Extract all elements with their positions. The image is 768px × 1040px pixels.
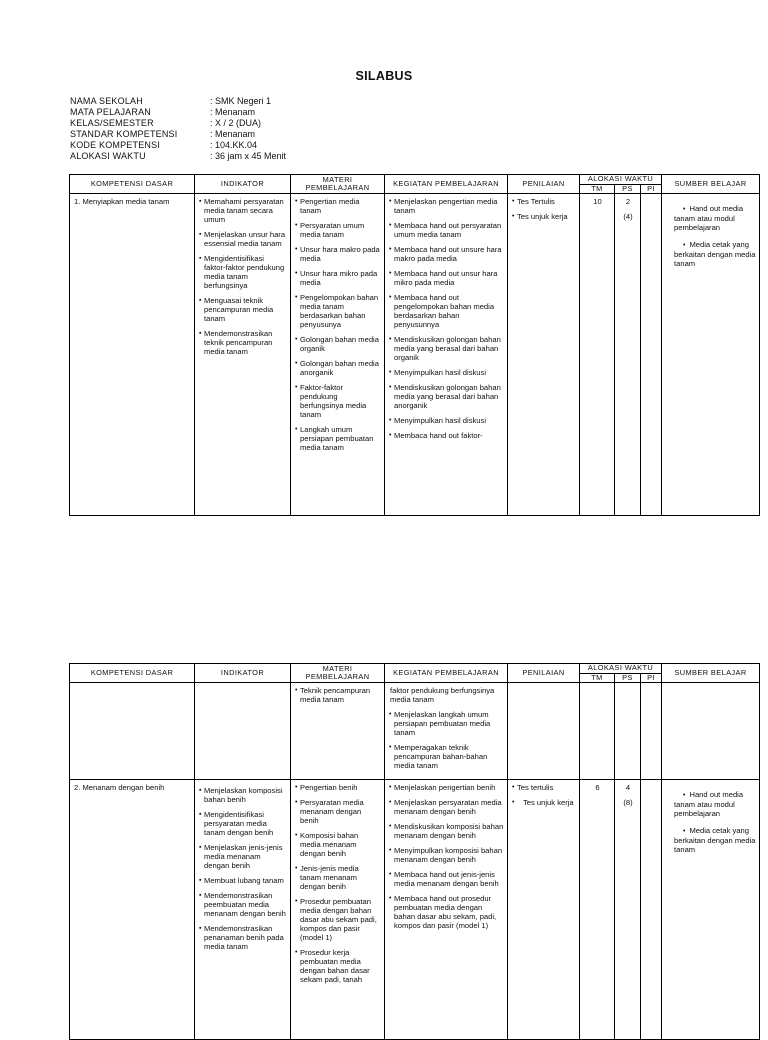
kompetensi-text: 1. Menyiapkan media tanam (74, 197, 170, 206)
cell-materi (291, 780, 385, 1040)
sumber-item: • Media cetak yang berkaitan dengan media tanam (674, 240, 755, 268)
info-row (70, 107, 286, 118)
cell-ps (615, 780, 641, 1040)
list-item: • Membaca hand out pengelompokan bahan media berdasarkan bahan penyusunnya (394, 293, 504, 329)
list-item: • Persyaratan media menanam dengan benih (300, 798, 381, 825)
pi-value (641, 780, 661, 785)
header-pi: PI (641, 184, 662, 194)
penilaian-list (512, 783, 576, 807)
header-kegiatan: KEGIATAN PEMBELAJARAN (385, 664, 508, 683)
header-sumber: SUMBER BELAJAR (662, 664, 760, 683)
materi-list (295, 197, 381, 452)
header-tm: TM (580, 184, 615, 194)
ps-value: 4 (625, 783, 631, 792)
list-item: • Mendiskusikan golongan bahan media yang berasal dari bahan anorganik (394, 383, 504, 410)
ps-value: 2 (625, 197, 631, 206)
sumber-item: • Hand out media tanam atau modul pembelajaran (674, 204, 743, 232)
info-key: MATA PELAJARAN (70, 107, 151, 117)
list-item: • Membaca hand out jenis-jenis media menanam dengan benih (394, 870, 504, 888)
info-value: : SMK Negeri 1 (210, 96, 272, 106)
list-item: • Menyimpulkan komposisi bahan menanam dengan benih (394, 846, 504, 864)
list-item: • Memperagakan teknik pencampuran bahan-bahan media tanam (394, 743, 504, 770)
list-item: • Tes Tertulis (517, 197, 576, 206)
header-alokasi: ALOKASI WAKTU (580, 664, 662, 674)
list-item: • Membaca hand out faktor- (394, 431, 504, 440)
header-indikator: INDIKATOR (195, 175, 291, 194)
sumber-item: • Media cetak yang berkaitan dengan media tanam (674, 826, 755, 854)
header-materi: MATERI PEMBELAJARAN (291, 664, 385, 683)
list-item: • Membaca hand out unsur hara mikro pada media (394, 269, 504, 287)
cell-kompetensi (70, 194, 195, 516)
pi-value (641, 194, 661, 199)
list-item: • Mendiskusikan komposisi bahan menanam dengan benih (394, 822, 504, 840)
header-indikator: INDIKATOR (195, 664, 291, 683)
cell-materi (291, 194, 385, 516)
list-item: ▪ Mendemonstrasikan teknik pencampuran media tanam (204, 329, 287, 356)
header-penilaian: PENILAIAN (508, 175, 580, 194)
cell-indikator (195, 780, 291, 1040)
list-item: ▪ Memahami persyaratan media tanam secara umum (204, 197, 287, 224)
list-item: • Teknik pencampuran media tanam (300, 686, 381, 704)
materi-list (295, 686, 381, 704)
info-key: STANDAR KOMPETENSI (70, 129, 178, 139)
cell-pi (641, 194, 662, 516)
info-value: : 104.KK.04 (210, 140, 258, 150)
syllabus-table-2 (69, 663, 760, 1040)
info-value: : Menanam (210, 107, 256, 117)
cell-tm (580, 780, 615, 1040)
cell-kompetensi (70, 780, 195, 1040)
header-kompetensi: KOMPETENSI DASAR (70, 664, 195, 683)
list-item: ▪ Mendemonstrasikan peembuatan media menanam dengan benih (204, 891, 287, 918)
cell-sumber (662, 780, 760, 1040)
list-item: • Golongan bahan media organik (300, 335, 381, 353)
kegiatan-list (389, 197, 504, 440)
syllabus-table-1 (69, 174, 760, 516)
kegiatan-continued: faktor pendukung berfungsinya media tanam (390, 686, 495, 704)
info-row (70, 151, 286, 162)
list-item: ▪ Membuat lubang tanam (204, 876, 287, 885)
materi-list (295, 783, 381, 984)
list-item: • Mendiskusikan golongan bahan media yang berasal dari bahan organik (394, 335, 504, 362)
cell-pi (641, 780, 662, 1040)
header-kegiatan: KEGIATAN PEMBELAJARAN (385, 175, 508, 194)
info-key: NAMA SEKOLAH (70, 96, 143, 106)
info-key: ALOKASI WAKTU (70, 151, 146, 161)
cell-kegiatan-cont (385, 683, 508, 780)
list-item: • Tes unjuk kerja (517, 798, 576, 807)
info-value: : Menanam (210, 129, 256, 139)
list-item: • Tes unjuk kerja (517, 212, 576, 221)
info-value: : 36 jam x 45 Menit (210, 151, 287, 161)
list-item: • Pengertian media tanam (300, 197, 381, 215)
school-info (70, 96, 286, 162)
list-item: ▪ Menjelaskan jenis-jenis media menanam dengan benih (204, 843, 287, 870)
info-row (70, 96, 286, 107)
list-item: ▪ Mendemonstrasikan penanaman benih pada media tanam (204, 924, 287, 951)
cell-kegiatan (385, 194, 508, 516)
list-item: • Tes tertulis (517, 783, 576, 792)
info-key: KODE KOMPETENSI (70, 140, 161, 150)
header-alokasi: ALOKASI WAKTU (580, 175, 662, 185)
header-kompetensi: KOMPETENSI DASAR (70, 175, 195, 194)
list-item: • Membaca hand out persyaratan umum media tanam (394, 221, 504, 239)
tm-value: 10 (593, 197, 602, 206)
cell-tm (580, 194, 615, 516)
cell-sumber (662, 194, 760, 516)
list-item: • Prosedur pembuatan media dengan bahan dasar abu sekam padi, kompos dan pasir (model 1) (300, 897, 381, 942)
list-item: • Prosedur kerja pembuatan media dengan bahan dasar sekam padi, tanah (300, 948, 381, 984)
page-title: SILABUS (355, 69, 413, 83)
header-pi: PI (641, 673, 662, 683)
list-item: • Golongan bahan media anorganik (300, 359, 381, 377)
info-value: : X / 2 (DUA) (210, 118, 262, 128)
list-item: • Menjelaskan persyaratan media menanam dengan benih (394, 798, 504, 816)
kompetensi-text: 2. Menanam dengan benih (74, 783, 165, 792)
list-item: • Membaca hand out unsure hara makro pada media (394, 245, 504, 263)
list-item: • Menjelaskan pengertian benih (394, 783, 504, 792)
list-item: • Unsur hara mikro pada media (300, 269, 381, 287)
tm-value: 6 (595, 783, 600, 792)
list-item: • Komposisi bahan media menanam dengan benih (300, 831, 381, 858)
list-item: ▪ Menguasai teknik pencampuran media tanam (204, 296, 287, 323)
sumber-item: • Hand out media tanam atau modul pembelajaran (674, 790, 743, 818)
header-ps: PS (615, 673, 641, 683)
list-item: • Jenis-jenis media tanam menanam dengan benih (300, 864, 381, 891)
list-item: • Menyimpulkan hasil diskusi (394, 416, 504, 425)
info-row (70, 118, 286, 129)
cell-ps (615, 194, 641, 516)
list-item: ▪ Menjelaskan unsur hara essensial media tanam (204, 230, 287, 248)
cell-materi-cont (291, 683, 385, 780)
list-item: ▪ Mengidentisifikasi faktor-faktor pendukung media tanam berfungsinya (204, 254, 287, 290)
header-ps: PS (615, 184, 641, 194)
list-item: • Faktor-faktor pendukung berfungsinya media tanam (300, 383, 381, 419)
info-row (70, 140, 286, 151)
header-sumber: SUMBER BELAJAR (662, 175, 760, 194)
indikator-list (199, 786, 287, 951)
list-item: • Menjelaskan pengertian media tanam (394, 197, 504, 215)
header-tm: TM (580, 673, 615, 683)
list-item: ▪ Mengidentisifikasi persyaratan media tanam dengan benih (204, 810, 287, 837)
list-item: • Langkah umum persiapan pembuatan media tanam (300, 425, 381, 452)
header-materi: MATERI PEMBELAJARAN (291, 175, 385, 194)
cell-penilaian (508, 194, 580, 516)
kegiatan-list (389, 710, 504, 770)
list-item: • Menjelaskan langkah umum persiapan pembuatan media tanam (394, 710, 504, 737)
list-item: • Menyimpulkan hasil diskusi (394, 368, 504, 377)
list-item: • Pengertian benih (300, 783, 381, 792)
list-item: • Unsur hara makro pada media (300, 245, 381, 263)
list-item: • Persyaratan umum media tanam (300, 221, 381, 239)
cell-indikator (195, 194, 291, 516)
penilaian-list (512, 197, 576, 221)
list-item: • Membaca hand out prosedur pembuatan media dengan bahan dasar abu sekam, padi, kompos dan pasir (model 1) (394, 894, 504, 930)
list-item: • Pengelompokan bahan media tanam berdasarkan bahan penyusunya (300, 293, 381, 329)
cell-kegiatan (385, 780, 508, 1040)
list-item: ▪ Menjelaskan komposisi bahan benih (204, 786, 287, 804)
info-key: KELAS/SEMESTER (70, 118, 154, 128)
cell-penilaian (508, 780, 580, 1040)
indikator-list (199, 197, 287, 356)
ps-value: (8) (623, 798, 633, 807)
info-row (70, 129, 286, 140)
ps-value: (4) (623, 212, 633, 221)
kegiatan-list (389, 783, 504, 930)
header-penilaian: PENILAIAN (508, 664, 580, 683)
